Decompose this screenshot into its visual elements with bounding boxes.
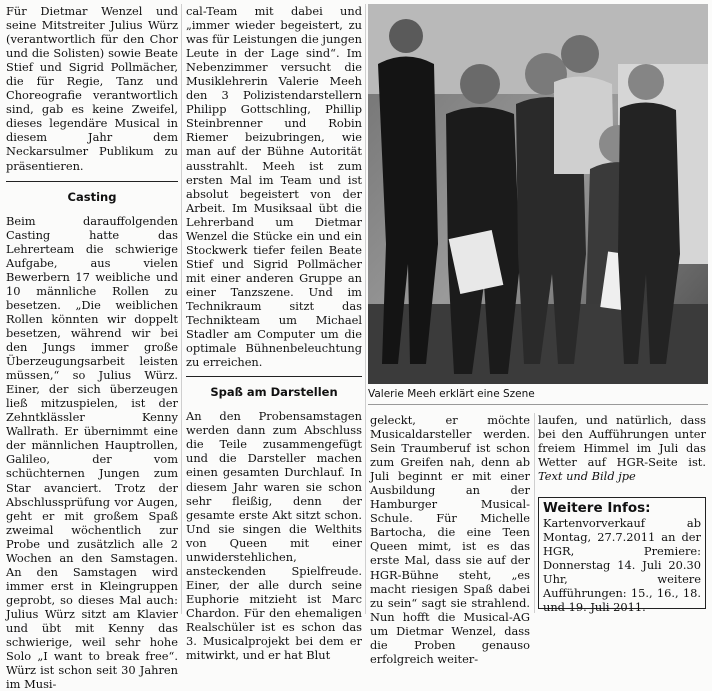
column-4-paragraph: [538, 413, 706, 483]
intro-paragraph: Für Dietmar Wenzel und seine Mitstreiter Julius Würz (verantwortlich für den Chor und die Solisten) sowie Beate Stief und Sigrid Pollmächer, die für Regie, Tanz und Choreografie verantwortlich sind, gab es keine Zweifel, dieses legendäre Musical in diesem Jahr dem Neckarsulmer Publikum zu präsentieren.: [6, 4, 178, 173]
casting-paragraph: Beim darauffolgenden Casting hatte das Lehrerteam die schwierige Aufgabe, aus vielen Bewerbern 17 weibliche und 10 männliche Rollen zu besetzen. „Die weiblichen Rollen könnten wir doppelt besetzen, während wir bei den Jungs immer große Überzeugungsarbeit leisten müssen,“ so Julius Würz. Einer, der sich überzeugen ließ mitzuspielen, ist der Zehntklässler Kenny Wallrath. Er übernimmt eine der männlichen Hauptrollen, Galileo, der vom schüchternen Jungen zum Star avanciert. Trotz der Abschlussprüfung vor Augen, geht er mit großem Spaß zweimal wöchentlich zur Probe und zusätzlich alle 2 Wochen an den Samstagen. An den Samstagen wird immer erst in Kleingruppen geprobt, so dieses Mal auch: Julius Würz sitzt am Klavier und übt mit Kenny das schwierige, weil sehr hohe Solo „I want to break free“. Würz ist schon seit 30 Jahren im Musi-: [6, 213, 178, 691]
article-photo: [368, 4, 708, 384]
info-box: [538, 497, 706, 615]
closing-text: laufen, und natürlich, dass bei den Aufführungen unter freiem Himmel im Juli das Wetter auf HGR-Seite ist.: [538, 413, 706, 470]
caption-divider: [368, 404, 708, 405]
section-heading-casting: Casting: [6, 181, 178, 214]
photo-caption: Valerie Meeh erklärt eine Szene: [368, 388, 535, 400]
photo-illustration: [368, 4, 708, 384]
author-credit: Text und Bild jpe: [538, 469, 636, 484]
article-column-2: [186, 4, 362, 662]
column-divider: [181, 4, 182, 614]
article-column-1: [6, 4, 178, 691]
continued-paragraph: cal-Team mit dabei und „immer wieder begeistert, zu was für Leistungen die jungen Leute in der Lage sind“. Im Nebenzimmer versucht die Musiklehrerin Valerie Meeh den 3 Polizistendarstellern Philipp Gottschling, Phillip Steinbrenner und Robin Riemer beizubringen, wie man auf der Bühne Autorität ausstrahlt. Meeh ist zum ersten Mal im Team und ist absolut begeistert von der Arbeit. Im Musiksaal übt die Lehrerband um Dietmar Wenzel die Stücke ein und ein Stockwerk tiefer feilen Beate Stief und Sigrid Pollmächer mit einer anderen Gruppe an einer Tanzszene. Und im Technikraum sitzt das Technikteam um Michael Stadler am Computer um die optimale Bühnenbeleuchtung zu erreichen.: [186, 4, 362, 370]
info-box-title: Weitere Infos:: [543, 500, 651, 516]
spass-paragraph: An den Probensamstagen werden dann zum Abschluss die Teile zusammengefügt und die Darsteller machen einen gesamten Durchlauf. In diesem Jahr waren sie schon sehr fleißig, denn der gesamte erste Akt sitzt schon. Und sie singen die Welthits von Queen mit einer unwiderstehlichen, ansteckenden Spielfreude. Einer, der alle durch seine Euphorie mitzieht ist Marc Chardon. Für den ehemaligen Realschüler ist es schon das 3. Musicalprojekt bei dem er mitwirkt, und er hat Blut: [186, 409, 362, 663]
column-divider: [365, 4, 366, 614]
column-3-paragraph: geleckt, er möchte Musicaldarsteller werden. Sein Traumberuf ist schon zum Greifen nah, denn ab Juli beginnt er mit einer Ausbildung an der Hamburger Musical-Schule. Für Michelle Bartocha, die eine Teen Queen mimt, ist es das erste Mal, dass sie auf der HGR-Bühne steht, „es macht riesigen Spaß dabei zu sein“ sagt sie strahlend. Nun hofft die Musical-AG um Dietmar Wenzel, dass die Proben genauso erfolgreich weiter-: [370, 413, 530, 666]
column-divider: [534, 413, 535, 613]
article-column-4: [538, 413, 706, 483]
section-heading-spass: Spaß am Darstellen: [186, 376, 362, 409]
article-column-3: [370, 413, 530, 666]
info-box-text: Kartenvorverkauf ab Montag, 27.7.2011 an der HGR, Premiere: Donnerstag 14. Juli 20.30 Uhr, weitere Aufführungen: 15., 16., 18. und 19. Juli 2011.: [543, 516, 701, 615]
